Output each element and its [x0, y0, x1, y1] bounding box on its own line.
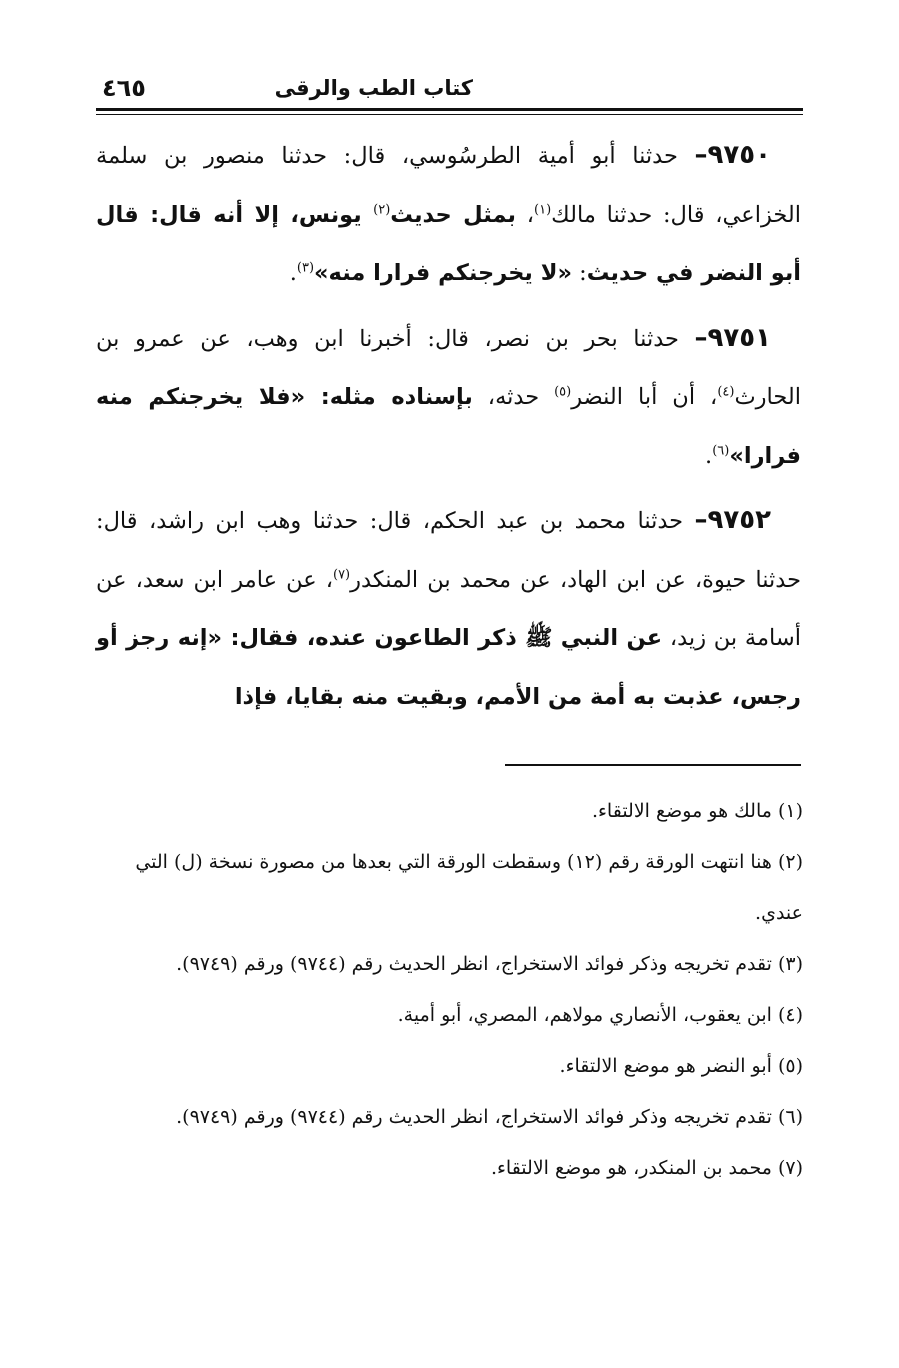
- text-run: حدثنا أبو أمية الطرسُوسي، قال: حدثنا منصور بن سلمة الخزاعي، قال: حدثنا مالك: [96, 143, 801, 228]
- text-run: حدثنا بحر بن نصر، قال: أخبرنا ابن وهب، عن عمرو بن الحارث: [96, 325, 801, 410]
- header-rule-thin: [96, 114, 803, 115]
- footnote-text: محمد بن المنكدر، هو موضع الالتقاء.: [490, 1157, 772, 1179]
- footnote-number: (٣): [777, 953, 803, 975]
- header-rule-thick: [96, 108, 803, 111]
- footnote-text: هنا انتهت الورقة رقم (١٢) وسقطت الورقة التي بعدها من مصورة نسخة (ل) التي عندي.: [135, 851, 803, 924]
- footnote-ref: (٦): [712, 443, 730, 458]
- book-title: كتاب الطب والرقى: [274, 76, 473, 100]
- text-run: حدثنا محمد بن عبد الحكم، قال: حدثنا وهب ابن راشد، قال: حدثنا حيوة، عن ابن الهاد، عن محمد بن المنكدر: [96, 508, 801, 593]
- hadith-9751: [96, 309, 801, 486]
- footnote-number: (٤): [777, 1004, 803, 1026]
- footnote-6: [96, 1092, 803, 1143]
- hadith-dash: –: [694, 505, 708, 535]
- bold-run: بمثل حديث: [390, 201, 516, 228]
- bold-run: بإسناده مثله: «فلا يخرجنكم منه فرارا»: [96, 384, 801, 469]
- footnote-ref: (١): [534, 202, 552, 217]
- hadith-number: ٩٧٥١: [707, 322, 771, 353]
- hadith-dash: –: [694, 322, 708, 353]
- hadith-9752: [96, 491, 801, 726]
- running-header: [96, 72, 803, 106]
- main-text: [96, 126, 801, 732]
- footnote-text: مالك هو موضع الالتقاء.: [591, 800, 772, 822]
- text-run: .: [705, 442, 713, 469]
- footnotes: [96, 786, 803, 1194]
- hadith-number: ٩٧٥٠: [707, 140, 771, 170]
- footnote-text: ابن يعقوب، الأنصاري مولاهم، المصري، أبو أمية.: [397, 1004, 772, 1026]
- text-run: ، أن أبا النضر: [571, 384, 718, 410]
- footnote-3: [96, 939, 803, 990]
- footnote-ref: (٧): [332, 567, 351, 582]
- footnote-ref: (٣): [296, 260, 315, 276]
- text-run: حدثه،: [472, 384, 555, 410]
- text-run: ، عن عامر ابن سعد، عن أسامة بن زيد،: [96, 566, 801, 651]
- footnote-ref: (٢): [373, 202, 391, 217]
- footnote-5: [96, 1041, 803, 1092]
- footnote-1: [96, 786, 803, 837]
- footnote-7: [96, 1143, 803, 1194]
- bold-run: يونس، إلا أنه قال: قال أبو النضر في حديث: [96, 201, 801, 286]
- footnote-number: (٧): [777, 1157, 803, 1179]
- footnote-ref: (٥): [554, 384, 572, 400]
- hadith-dash: –: [694, 140, 708, 170]
- footnote-ref: (٤): [717, 384, 735, 400]
- footnote-text: أبو النضر هو موضع الالتقاء.: [559, 1055, 772, 1077]
- footnote-number: (٦): [777, 1106, 803, 1128]
- footnote-number: (١): [777, 800, 803, 822]
- footnote-text: تقدم تخريجه وذكر فوائد الاستخراج، انظر الحديث رقم (٩٧٤٤) ورقم (٩٧٤٩).: [176, 953, 772, 975]
- hadith-9750: [96, 126, 801, 303]
- text-run: :: [572, 260, 587, 286]
- footnote-number: (٢): [777, 851, 803, 873]
- bold-run: عن النبي ﷺ ذكر الطاعون عنده، فقال: «إنه رجز أو رجس، عذبت به أمة من الأمم، وبقيت منه بقايا، فإذا: [96, 625, 801, 710]
- footnote-number: (٥): [777, 1055, 803, 1077]
- hadith-number: ٩٧٥٢: [707, 505, 771, 535]
- page-number: ٤٦٥: [102, 74, 146, 102]
- footnote-2: [96, 837, 803, 939]
- text-run: .: [289, 260, 297, 286]
- text-run: ،: [515, 201, 534, 228]
- bold-run: «لا يخرجنكم فرارا منه»: [314, 260, 572, 286]
- footnote-separator: [505, 764, 801, 766]
- footnote-text: تقدم تخريجه وذكر فوائد الاستخراج، انظر الحديث رقم (٩٧٤٤) ورقم (٩٧٤٩).: [176, 1106, 772, 1128]
- footnote-4: [96, 990, 803, 1041]
